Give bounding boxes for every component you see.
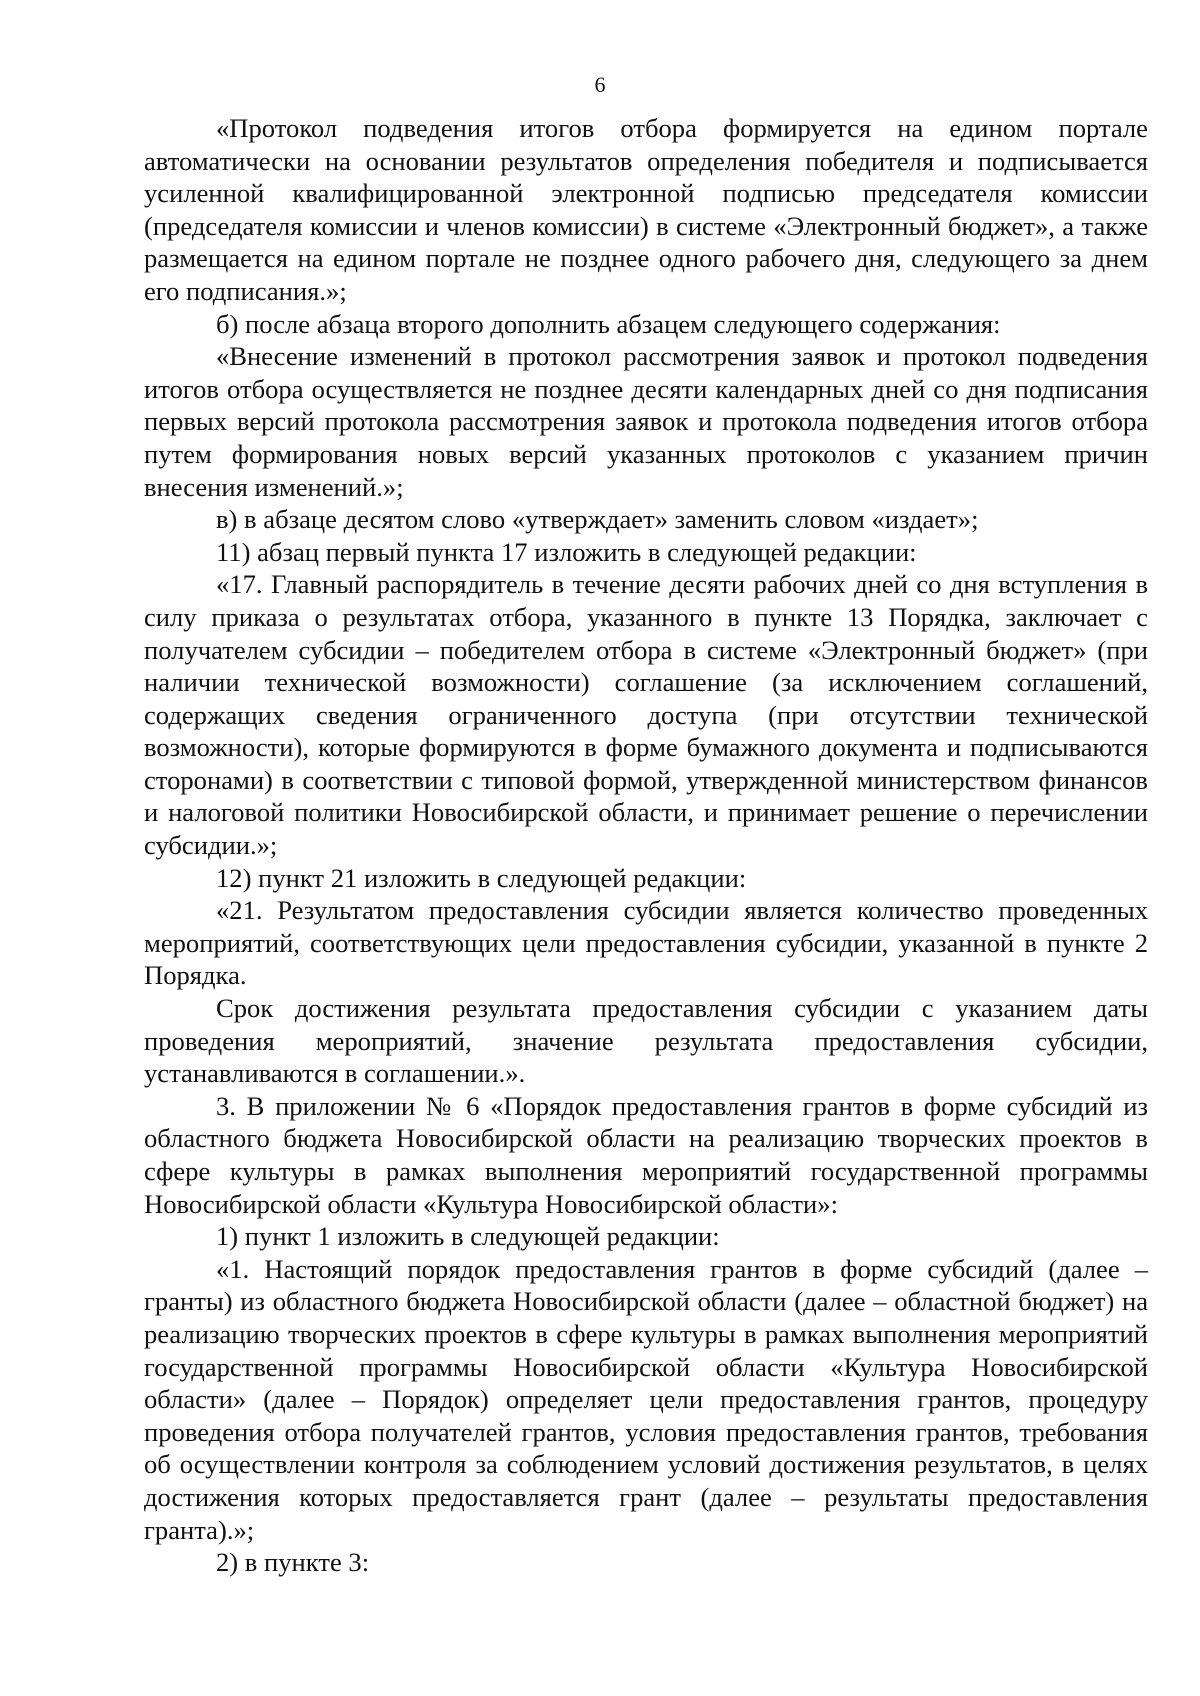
paragraph-clause-21: «21. Результатом предоставления субсидии является количество проведенных мероприятий, соответствующих цели предоставления субсидии, указанной в пункте 2 Порядка. xyxy=(144,895,1148,991)
document-body xyxy=(144,112,1148,1579)
paragraph-protocol-results: «Протокол подведения итогов отбора формируется на едином портале автоматически на основании результатов определения победителя и подписывается усиленной квалифицированной электронной подписью председателя комиссии (председателя комиссии и членов комиссии) в системе «Электронный бюджет», а также размещается на едином портале не позднее одного рабочего дня, следующего за днем его подписания.»; xyxy=(144,113,1148,306)
page-number: 6 xyxy=(594,72,606,97)
paragraph-item-11: 11) абзац первый пункта 17 изложить в следующей редакции: xyxy=(216,536,917,567)
paragraph-protocol-changes: «Внесение изменений в протокол рассмотрения заявок и протокол подведения итогов отбора осуществляется не позднее десяти календарных дней со дня подписания первых версий протокола рассмотрения заявок и протокола подведения итогов отбора путем формирования новых версий указанных протоколов с указанием причин внесения изменений.»; xyxy=(144,341,1148,502)
paragraph-clause-17: «17. Главный распорядитель в течение десяти рабочих дней со дня вступления в силу приказа о результатах отбора, указанного в пункте 13 Порядка, заключает с получателем субсидии – победителем отбора в системе «Электронный бюджет» (при наличии технической возможности) соглашение (за исключением соглашений, содержащих сведения ограниченного доступа (при отсутствии технической возможности), которые формируются в форме бумажного документа и подписываются сторонами) в соответствии с типовой формой, утвержденной министерством финансов и налоговой политики Новосибирской области, и принимает решение о перечислении субсидии.»; xyxy=(144,569,1148,861)
paragraph-item-b: б) после абзаца второго дополнить абзацем следующего содержания: xyxy=(216,308,1001,339)
paragraph-item-2: 2) в пункте 3: xyxy=(216,1547,370,1578)
paragraph-item-v: в) в абзаце десятом слово «утверждает» заменить словом «издает»; xyxy=(216,504,979,535)
paragraph-item-3-appendix-6: 3. В приложении № 6 «Порядок предоставления грантов в форме субсидий из областного бюджета Новосибирской области на реализацию творческих проектов в сфере культуры в рамках выполнения мероприятий государственной программы Новосибирской области «Культура Новосибирской области»: xyxy=(144,1090,1148,1219)
paragraph-item-1: 1) пункт 1 изложить в следующей редакции: xyxy=(216,1221,720,1252)
paragraph-item-12: 12) пункт 21 изложить в следующей редакции: xyxy=(216,862,747,893)
paragraph-clause-1: «1. Настоящий порядок предоставления грантов в форме субсидий (далее – гранты) из областного бюджета Новосибирской области (далее – областной бюджет) на реализацию творческих проектов в сфере культуры в рамках выполнения мероприятий государственной программы Новосибирской области «Культура Новосибирской области» (далее – Порядок) определяет цели предоставления грантов, процедуру проведения отбора получателей грантов, условия предоставления грантов, требования об осуществлении контроля за соблюдением условий достижения результатов, в целях достижения которых предоставляется грант (далее – результаты предоставления гранта).»; xyxy=(144,1253,1148,1545)
paragraph-result-deadline: Срок достижения результата предоставления субсидии с указанием даты проведения мероприятий, значение результата предоставления субсидии, устанавливаются в соглашении.». xyxy=(144,993,1148,1089)
